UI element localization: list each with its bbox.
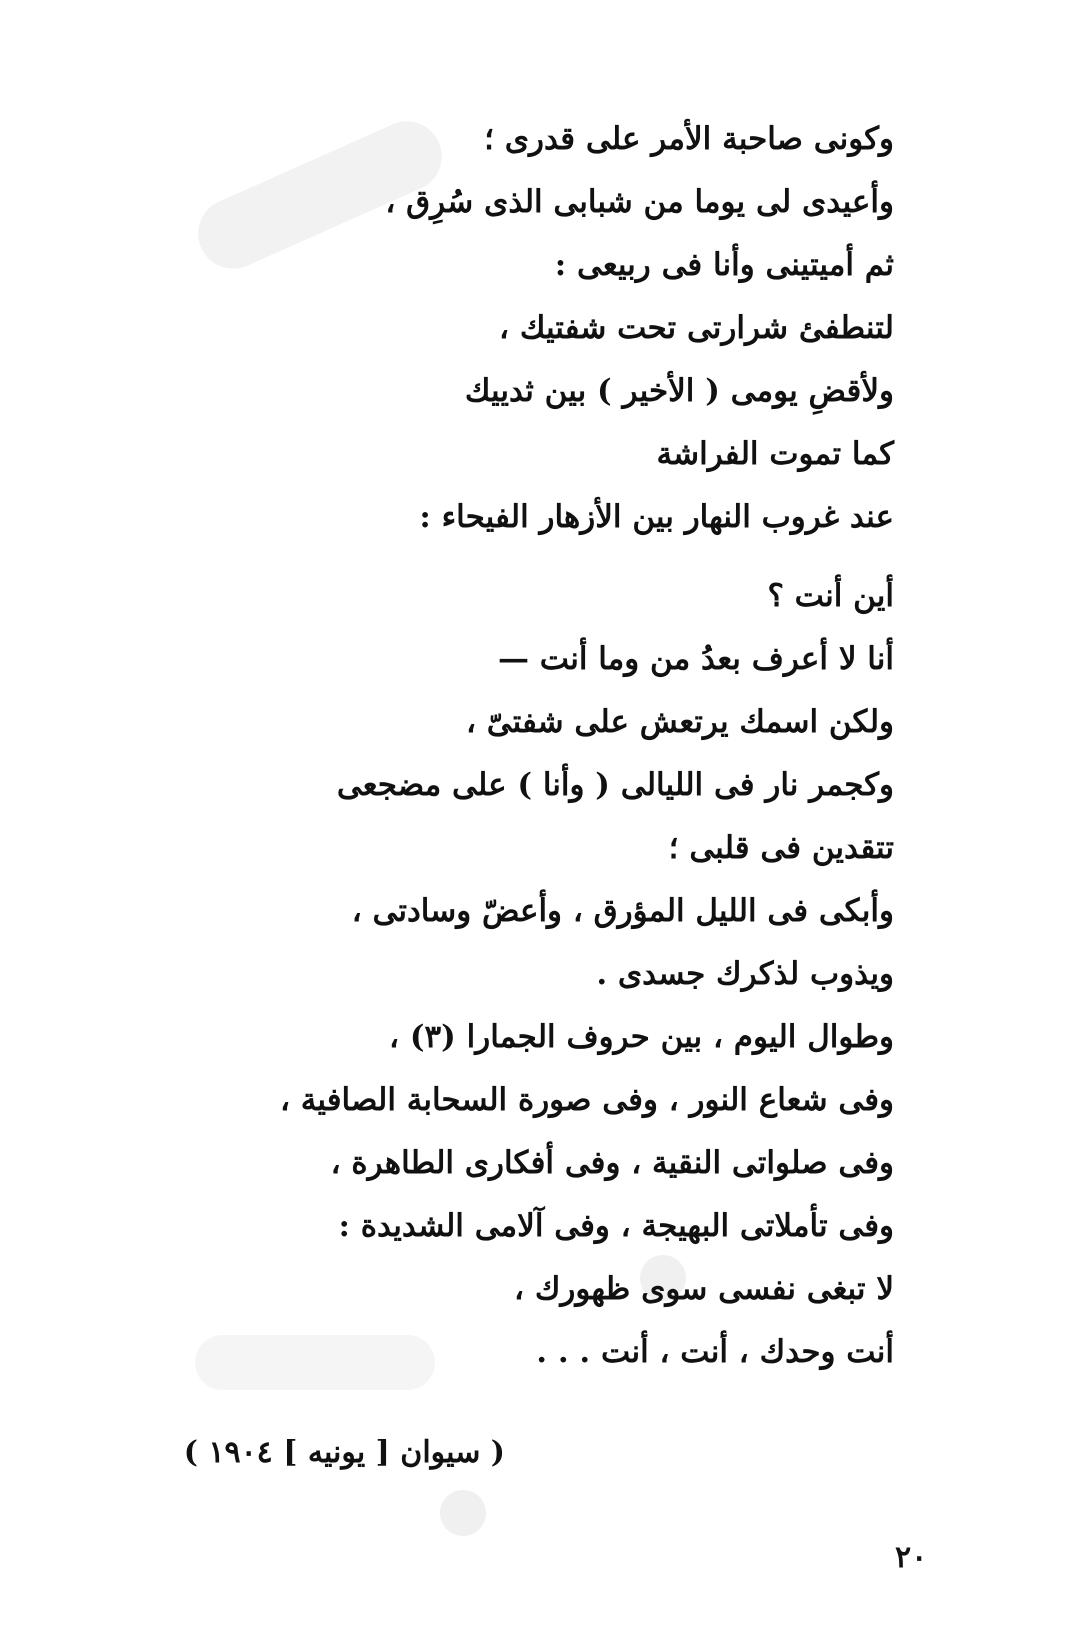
poem-line: وفى تأملاتى البهيجة ، وفى آلامى الشديدة :: [338, 1208, 894, 1244]
paper-smudge: [440, 1490, 486, 1536]
poem-line: أين أنت ؟: [767, 578, 894, 614]
poem-line: وكونى صاحبة الأمر على قدرى ؛: [484, 121, 894, 157]
poem-line: وأعيدى لى يوما من شبابى الذى سُرِق ،: [385, 184, 894, 220]
poem-line: أنت وحدك ، أنت ، أنت . . .: [536, 1334, 894, 1370]
poem-line: تتقدين فى قلبى ؛: [668, 830, 894, 866]
place-date-signature: ( سيوان [ يونيه ] ١٩٠٤ ): [183, 1435, 505, 1470]
poem-line: كما تموت الفراشة: [656, 436, 894, 472]
poem-text: [174, 108, 894, 1384]
poem-line: ولأقضِ يومى ( الأخير ) بين ثدييك: [464, 373, 894, 409]
page-number: ٢٠: [895, 1540, 928, 1575]
poem-line: وكجمر نار فى الليالى ( وأنا ) على مضجعى: [336, 767, 894, 803]
poem-line: وطوال اليوم ، بين حروف الجمارا (٣) ،: [389, 1019, 894, 1055]
poem-line: وفى صلواتى النقية ، وفى أفكارى الطاهرة ،: [330, 1145, 894, 1181]
poem-line: عند غروب النهار بين الأزهار الفيحاء :: [419, 499, 894, 535]
poem-line: لا تبغى نفسى سوى ظهورك ،: [514, 1271, 894, 1307]
poem-line: ولكن اسمك يرتعش على شفتىّ ،: [465, 704, 894, 740]
poem-line: ثم أميتينى وأنا فى ربيعى :: [554, 247, 894, 283]
poem-line: وأبكى فى الليل المؤرق ، وأعضّ وسادتى ،: [351, 893, 894, 929]
poem-line: أنا لا أعرف بعدُ من وما أنت —: [497, 641, 894, 677]
poem-line: وفى شعاع النور ، وفى صورة السحابة الصافية ،: [279, 1082, 894, 1118]
poem-line: لتنطفئ شرارتى تحت شفتيك ،: [499, 310, 894, 346]
poem-line: ويذوب لذكرك جسدى .: [596, 956, 894, 992]
